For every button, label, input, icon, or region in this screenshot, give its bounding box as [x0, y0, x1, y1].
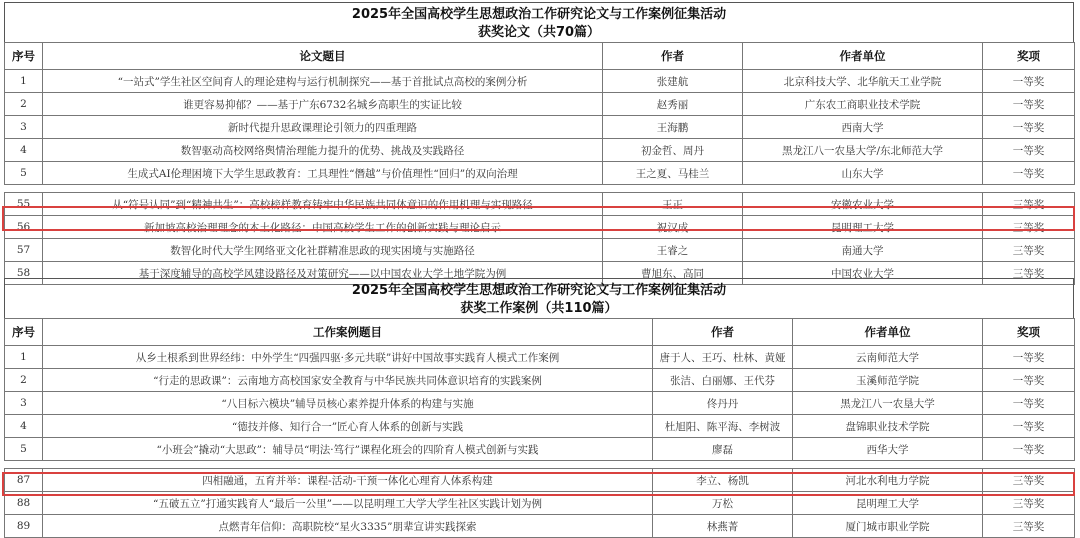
cell-author: 杜旭阳、陈平海、李树波: [653, 415, 793, 438]
cell-institution: 广东农工商职业技术学院: [743, 93, 983, 116]
papers-header-author: 作者: [603, 43, 743, 70]
cell-institution: 云南师范大学: [793, 346, 983, 369]
table-row: [5, 139, 1075, 162]
cases-subtitle: 获奖工作案例（共110篇）: [460, 301, 618, 316]
cell-author: 唐于人、王巧、杜林、黄娅: [653, 346, 793, 369]
papers-title: 2025年全国高校学生思想政治工作研究论文与工作案例征集活动: [351, 7, 727, 22]
cell-title: 点燃青年信仰：高职院校“星火3335”朋辈宣讲实践探索: [43, 515, 653, 538]
papers-table-continued: [4, 192, 1075, 285]
cell-number: 2: [5, 369, 43, 392]
table-row: [5, 415, 1075, 438]
cell-author: 万松: [653, 492, 793, 515]
papers-header-number: 序号: [5, 43, 43, 70]
cases-header-author: 作者: [653, 319, 793, 346]
cell-title: 数智化时代大学生网络亚文化社群精准思政的现实困境与实施路径: [43, 239, 603, 262]
cell-author: 李立、杨凯: [653, 469, 793, 492]
cell-title: 新时代提升思政课理论引领力的四重理路: [43, 116, 603, 139]
cell-award: 三等奖: [983, 515, 1075, 538]
cell-author: 赵秀丽: [603, 93, 743, 116]
cell-institution: 西南大学: [743, 116, 983, 139]
cell-title: “八目标六模块”辅导员核心素养提升体系的构建与实施: [43, 392, 653, 415]
cell-number: 3: [5, 392, 43, 415]
table-row: [5, 93, 1075, 116]
cell-author: 初金哲、周丹: [603, 139, 743, 162]
table-row: [5, 239, 1075, 262]
cell-number: 89: [5, 515, 43, 538]
cell-award: 一等奖: [983, 415, 1075, 438]
table-row: [5, 346, 1075, 369]
papers-section: [4, 2, 1074, 285]
cell-title: “德技并修、知行合一”匠心育人体系的创新与实践: [43, 415, 653, 438]
cell-number: 4: [5, 139, 43, 162]
cell-number: 1: [5, 70, 43, 93]
cell-number: 57: [5, 239, 43, 262]
cell-number: 3: [5, 116, 43, 139]
cell-award: 一等奖: [983, 70, 1075, 93]
cell-institution: 南通大学: [743, 239, 983, 262]
cell-institution: 厦门城市职业学院: [793, 515, 983, 538]
cell-award: 三等奖: [983, 492, 1075, 515]
cell-institution: 玉溪师范学院: [793, 369, 983, 392]
table-row: [5, 369, 1075, 392]
cell-award: 一等奖: [983, 392, 1075, 415]
cell-institution: 西华大学: [793, 438, 983, 461]
cell-award: 一等奖: [983, 93, 1075, 116]
table-row: [5, 515, 1075, 538]
papers-header-award: 奖项: [983, 43, 1075, 70]
cell-institution: 安徽农业大学: [743, 193, 983, 216]
cell-award: 一等奖: [983, 369, 1075, 392]
cell-author: 林燕菁: [653, 515, 793, 538]
cell-award: 一等奖: [983, 438, 1075, 461]
table-row: [5, 438, 1075, 461]
cell-title: “一站式”学生社区空间育人的理论建构与运行机制探究——基于首批试点高校的案例分析: [43, 70, 603, 93]
cell-title: 生成式AI伦理困境下大学生思政教育：工具理性“僭越”与价值理性“回归”的双向治理: [43, 162, 603, 185]
cell-author: 王睿之: [603, 239, 743, 262]
table-row: [5, 162, 1075, 185]
cell-award: 一等奖: [983, 139, 1075, 162]
cell-number: 58: [5, 262, 43, 285]
cases-header-institution: 作者单位: [793, 319, 983, 346]
papers-header-row: [5, 43, 1075, 70]
cell-title: “小班会”撬动“大思政”：辅导员“明法·笃行”课程化班会的四阶育人模式创新与实践: [43, 438, 653, 461]
cell-number: 5: [5, 162, 43, 185]
cell-award: 一等奖: [983, 346, 1075, 369]
cell-number: 1: [5, 346, 43, 369]
cases-table: [4, 318, 1075, 461]
cell-number: 56: [5, 216, 43, 239]
cell-institution: 山东大学: [743, 162, 983, 185]
papers-table: [4, 42, 1075, 185]
cell-award: 一等奖: [983, 162, 1075, 185]
cell-author: 廖磊: [653, 438, 793, 461]
cell-title: 四相融通，五育并举：课程-活动-干预一体化心理育人体系构建: [43, 469, 653, 492]
table-row: [5, 469, 1075, 492]
cell-number: 55: [5, 193, 43, 216]
cases-section: [4, 278, 1074, 538]
cell-title: 新加坡高校治理理念的本土化路径：中国高校学生工作的创新实践与理论启示: [43, 216, 603, 239]
cell-title: “行走的思政课”：云南地方高校国家安全教育与中华民族共同体意识培育的实践案例: [43, 369, 653, 392]
cell-institution: 北京科技大学、北华航天工业学院: [743, 70, 983, 93]
cell-author: 曹旭东、高同: [603, 262, 743, 285]
cell-author: 佟丹丹: [653, 392, 793, 415]
table-row: [5, 216, 1075, 239]
cases-title: 2025年全国高校学生思想政治工作研究论文与工作案例征集活动: [351, 283, 727, 298]
papers-subtitle: 获奖论文（共70篇）: [477, 25, 601, 40]
table-row: [5, 70, 1075, 93]
cell-award: 一等奖: [983, 116, 1075, 139]
cell-title: 从乡土根系到世界经纬：中外学生“四强四驱·多元共联”讲好中国故事实践育人模式工作案例: [43, 346, 653, 369]
cell-number: 4: [5, 415, 43, 438]
cell-author: 王之夏、马桂兰: [603, 162, 743, 185]
cell-title: “五破五立”打通实践育人“最后一公里”——以昆明理工大学大学生社区实践计划为例: [43, 492, 653, 515]
cell-award: 三等奖: [983, 469, 1075, 492]
cell-number: 2: [5, 93, 43, 116]
cell-author: 王海鹏: [603, 116, 743, 139]
papers-header-institution: 作者单位: [743, 43, 983, 70]
cell-author: 祝汉成: [603, 216, 743, 239]
table-row: [5, 492, 1075, 515]
cases-table-continued: [4, 468, 1075, 538]
papers-title-box: [4, 2, 1074, 42]
cell-title: 数智驱动高校网络舆情治理能力提升的优势、挑战及实践路径: [43, 139, 603, 162]
cases-header-row: [5, 319, 1075, 346]
cell-author: 王正: [603, 193, 743, 216]
cell-title: 从“符号认同”到“精神共生”：高校榜样教育铸牢中华民族共同体意识的作用机理与实现路径: [43, 193, 603, 216]
cell-title: 谁更容易抑郁？——基于广东6732名城乡高职生的实证比较: [43, 93, 603, 116]
cell-author: 张洁、白丽娜、王代芬: [653, 369, 793, 392]
cell-institution: 昆明理工大学: [743, 216, 983, 239]
cell-number: 5: [5, 438, 43, 461]
cases-title-box: [4, 278, 1074, 318]
cell-institution: 河北水利电力学院: [793, 469, 983, 492]
cell-author: 张建航: [603, 70, 743, 93]
cell-title: 基于深度辅导的高校学风建设路径及对策研究——以中国农业大学土地学院为例: [43, 262, 603, 285]
table-row: [5, 116, 1075, 139]
cell-award: 三等奖: [983, 262, 1075, 285]
cell-institution: 黑龙江八一农垦大学: [793, 392, 983, 415]
cell-number: 87: [5, 469, 43, 492]
table-row: [5, 193, 1075, 216]
cell-institution: 黑龙江八一农垦大学/东北师范大学: [743, 139, 983, 162]
cases-header-title: 工作案例题目: [43, 319, 653, 346]
cell-award: 三等奖: [983, 216, 1075, 239]
table-row: [5, 392, 1075, 415]
cases-header-award: 奖项: [983, 319, 1075, 346]
cell-award: 三等奖: [983, 239, 1075, 262]
cell-institution: 中国农业大学: [743, 262, 983, 285]
cell-number: 88: [5, 492, 43, 515]
cases-header-number: 序号: [5, 319, 43, 346]
papers-header-title: 论文题目: [43, 43, 603, 70]
cell-award: 三等奖: [983, 193, 1075, 216]
cell-institution: 盘锦职业技术学院: [793, 415, 983, 438]
cell-institution: 昆明理工大学: [793, 492, 983, 515]
